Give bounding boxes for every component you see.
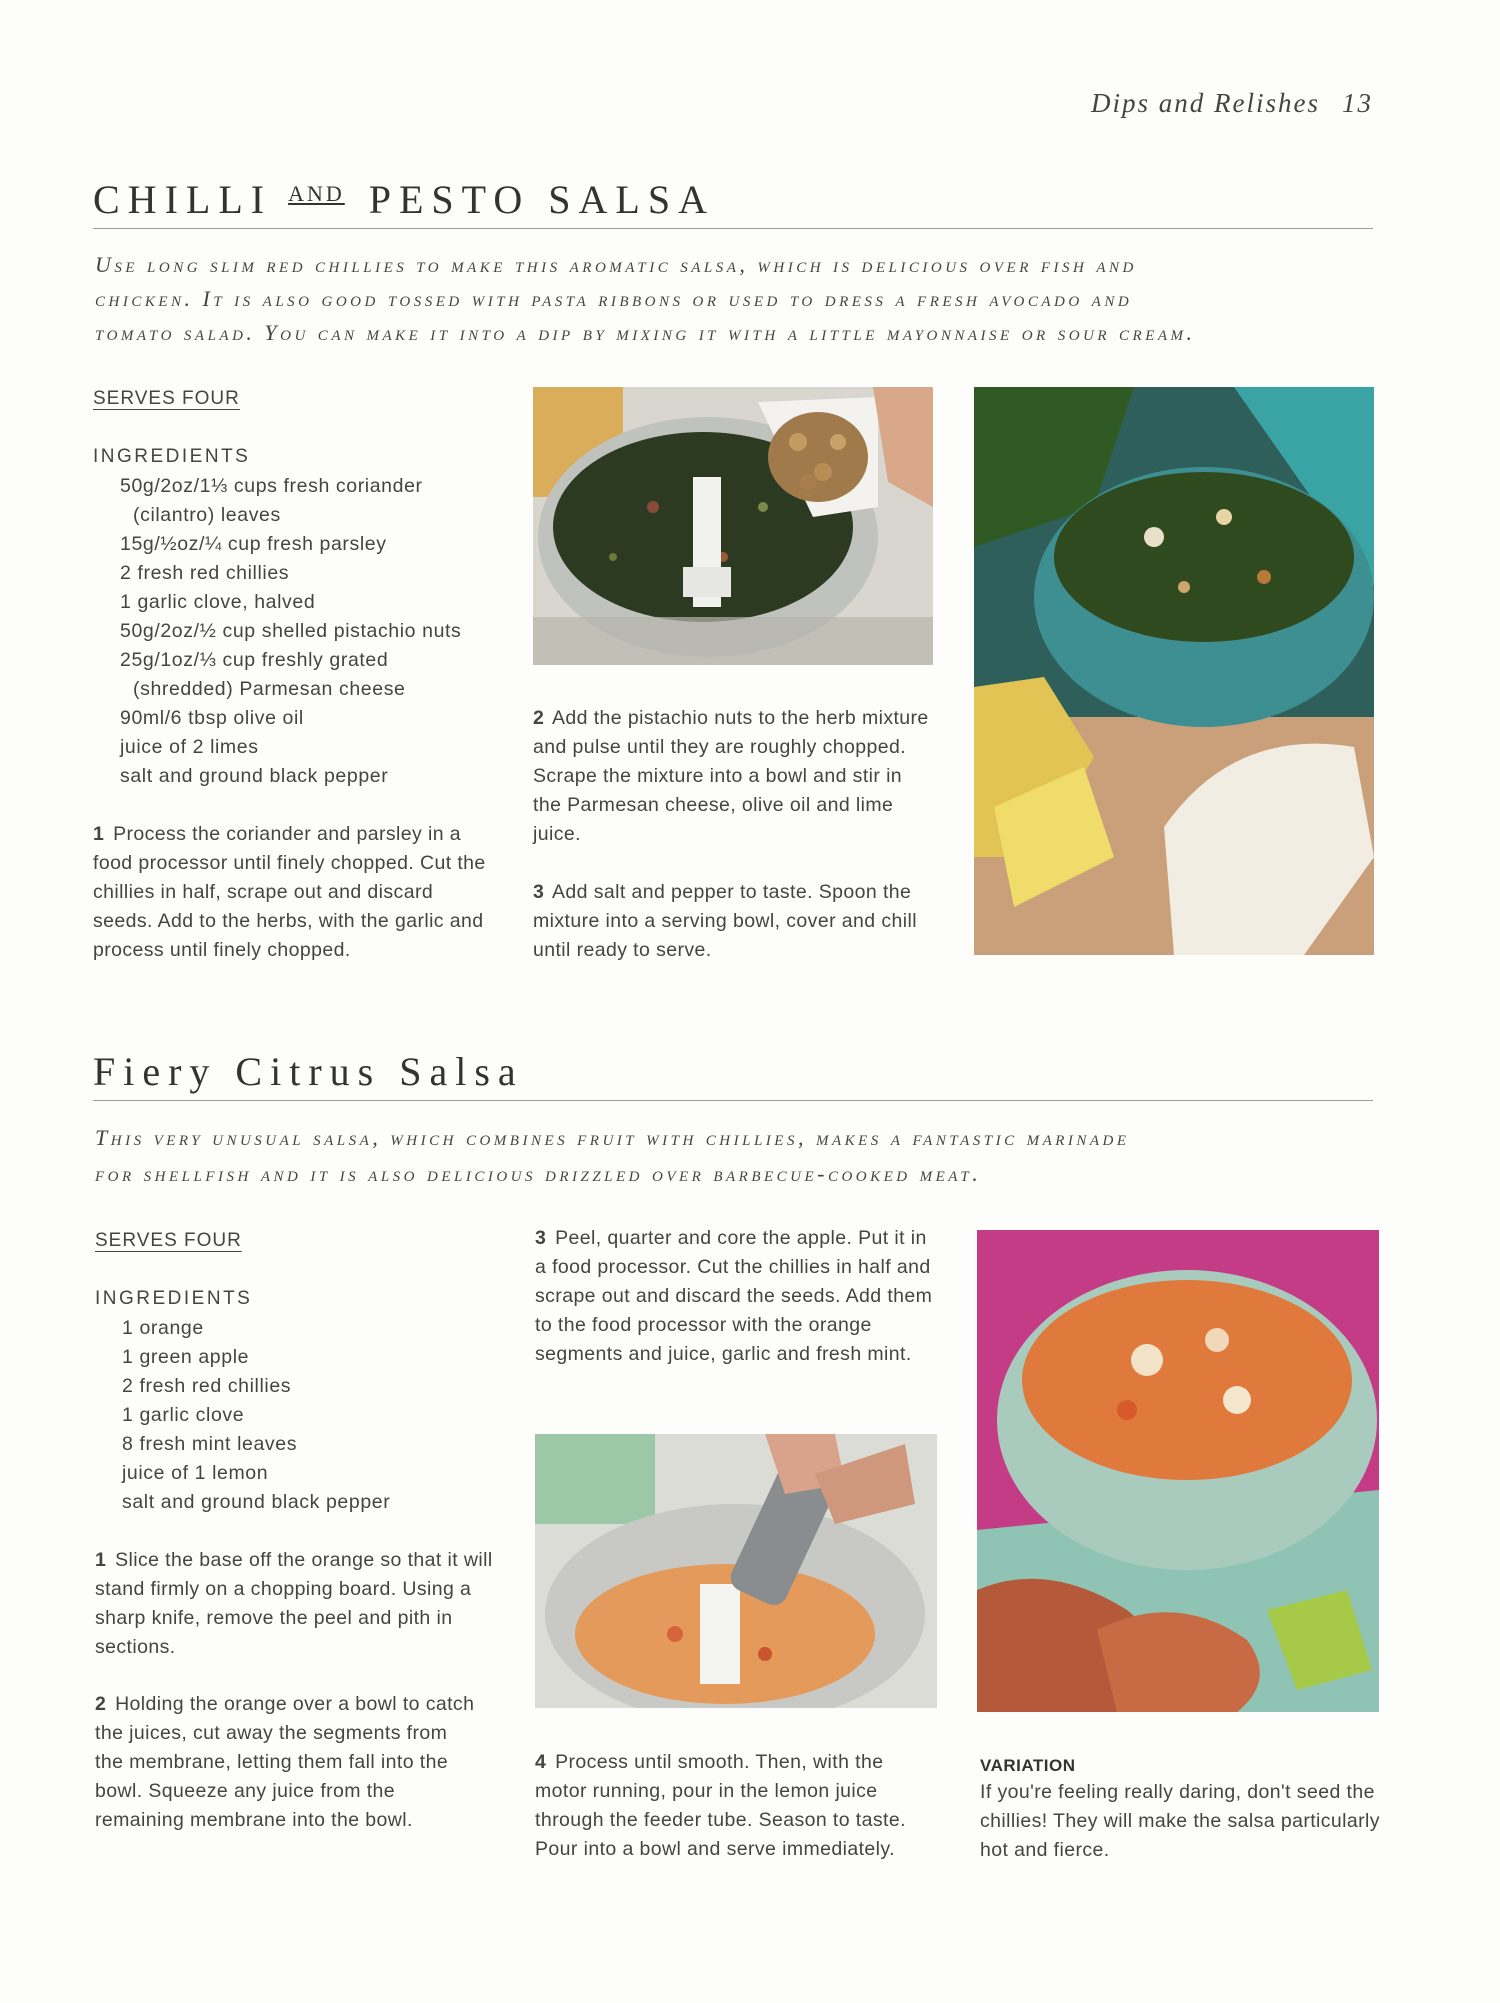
ingredient: 15g/½oz/¼ cup fresh parsley (120, 533, 387, 555)
step-text: Process the coriander and parsley in a food processor until finely chopped. Cut the chillies in half, scrape out and discard seeds. Add to the herbs, with the garlic and process until finely chopped. (93, 823, 486, 961)
ingredients-heading: INGREDIENTS (95, 1288, 253, 1309)
recipe-title (93, 176, 715, 223)
ingredients-list (93, 472, 513, 791)
running-header (1091, 88, 1373, 119)
variation-heading: VARIATION (980, 1756, 1076, 1775)
step-number: 1 (93, 823, 105, 845)
ingredient: 8 fresh mint leaves (122, 1433, 298, 1455)
method-step (95, 1546, 500, 1662)
title-part-1: CHILLI (93, 177, 273, 222)
title-rule (93, 1100, 1373, 1101)
ingredient: juice of 1 lemon (122, 1462, 269, 1484)
ingredient: 1 garlic clove, halved (120, 591, 316, 613)
step-text: Add the pistachio nuts to the herb mixture and pulse until they are roughly chopped. Scrape the mixture into a bowl and stir in the Parmesan cheese, olive oil and lime juice. (533, 707, 929, 845)
step-number: 2 (533, 707, 545, 729)
ingredient: 90ml/6 tbsp olive oil (120, 707, 304, 729)
method-step (93, 820, 498, 965)
ingredient: (cilantro) leaves (133, 504, 281, 526)
ingredient: 1 orange (122, 1317, 204, 1339)
section-title: Dips and Relishes (1091, 88, 1320, 118)
step-text: Slice the base off the orange so that it will stand firmly on a chopping board. Using a sharp knife, remove the peel and pith in sections. (95, 1549, 493, 1658)
step-text: Add salt and pepper to taste. Spoon the mixture into a serving bowl, cover and chill until ready to serve. (533, 881, 917, 961)
step-number: 2 (95, 1693, 107, 1715)
ingredient: 2 fresh red chillies (122, 1375, 292, 1397)
ingredient: 1 green apple (122, 1346, 250, 1368)
intro-line: chicken. It is also good tossed with pasta ribbons or used to dress a fresh avocado and (95, 286, 1133, 311)
ingredient: 25g/1oz/⅓ cup freshly grated (120, 649, 389, 671)
recipe-intro (95, 1120, 1385, 1192)
ingredients-list (95, 1314, 515, 1517)
page-number: 13 (1342, 88, 1373, 118)
ingredient: juice of 2 limes (120, 736, 259, 758)
step-number: 1 (95, 1549, 107, 1571)
method-step (535, 1748, 935, 1864)
ingredient: salt and ground black pepper (120, 765, 389, 787)
ingredient: 50g/2oz/1⅓ cups fresh coriander (120, 475, 423, 497)
step-number: 3 (533, 881, 545, 903)
ingredient: 2 fresh red chillies (120, 562, 290, 584)
ingredient: 50g/2oz/½ cup shelled pistachio nuts (120, 620, 462, 642)
intro-line: Use long slim red chillies to make this aromatic salsa, which is delicious over fish and (95, 252, 1137, 277)
title-part-2: PESTO SALSA (368, 177, 715, 222)
ingredient: (shredded) Parmesan cheese (133, 678, 406, 700)
step-text: Peel, quarter and core the apple. Put it in a food processor. Cut the chillies in half and scrape out and discard the seeds. Add them to the food processor with the orange segments and juice, garlic and fresh mint. (535, 1227, 933, 1365)
method-step (535, 1224, 935, 1369)
method-step (95, 1690, 475, 1835)
ingredient: 1 garlic clove (122, 1404, 245, 1426)
processor-pouring-photo (535, 1434, 937, 1708)
step-number: 4 (535, 1751, 547, 1773)
title-and: AND (288, 181, 345, 206)
intro-line: for shellfish and it is also delicious drizzled over barbecue-cooked meat. (95, 1161, 982, 1186)
method-step (533, 878, 933, 965)
ingredient: salt and ground black pepper (122, 1491, 391, 1513)
title-rule (93, 228, 1373, 229)
recipe-title: Fiery Citrus Salsa (93, 1049, 524, 1094)
serves-label: SERVES FOUR (95, 1230, 242, 1251)
pesto-salsa-photo (974, 387, 1374, 955)
food-processor-photo (533, 387, 933, 665)
serves-label: SERVES FOUR (93, 388, 240, 409)
intro-line: This very unusual salsa, which combines fruit with chillies, makes a fantastic marinade (95, 1125, 1130, 1150)
intro-line: tomato salad. You can make it into a dip by mixing it with a little mayonnaise or sour cream. (95, 320, 1196, 345)
citrus-salsa-photo (977, 1230, 1379, 1712)
step-text: Process until smooth. Then, with the motor running, pour in the lemon juice through the feeder tube. Season to taste. Pour into a bowl and serve immediately. (535, 1751, 906, 1860)
method-step (533, 704, 933, 849)
step-text: Holding the orange over a bowl to catch the juices, cut away the segments from the membrane, letting them fall into the bowl. Squeeze any juice from the remaining membrane into the bowl. (95, 1693, 475, 1831)
variation-text: If you're feeling really daring, don't seed the chillies! They will make the salsa particularly hot and fierce. (980, 1781, 1380, 1861)
step-number: 3 (535, 1227, 547, 1249)
ingredients-heading: INGREDIENTS (93, 446, 251, 467)
recipe-intro (95, 248, 1385, 350)
